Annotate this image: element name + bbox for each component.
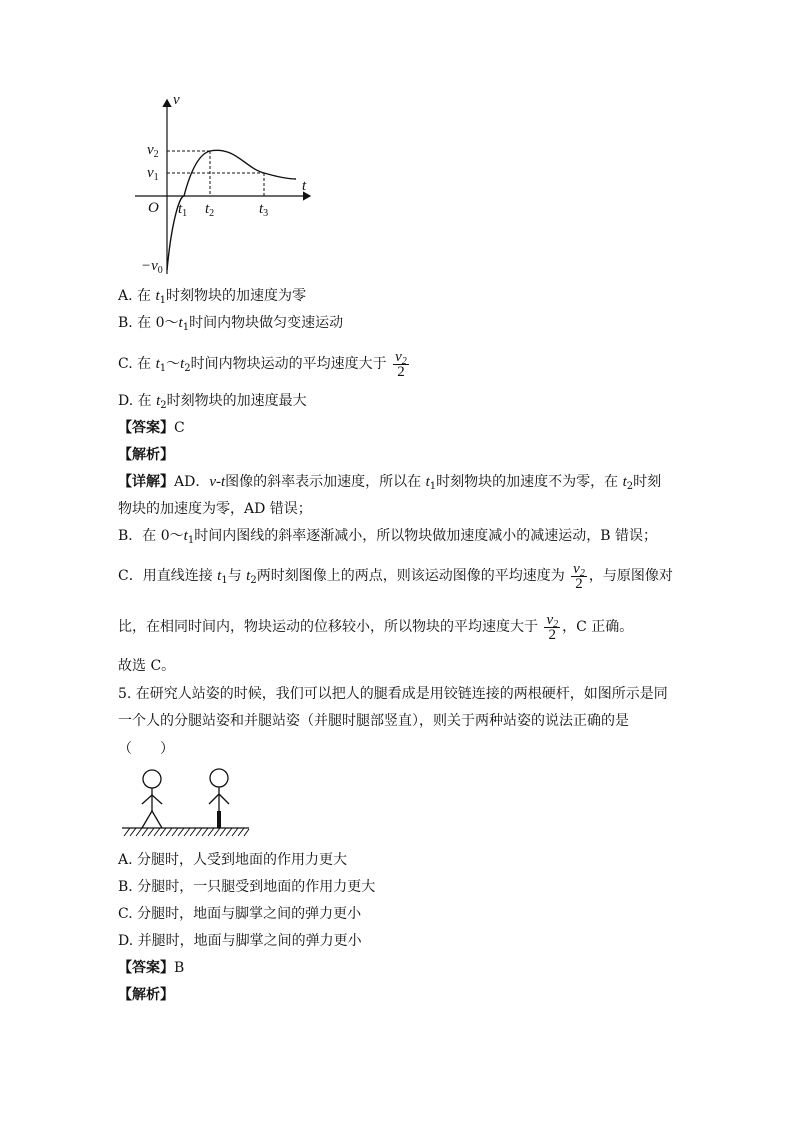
q4-explanation-line6: 故选 C。: [118, 658, 176, 674]
q5-bracket: （ ）: [118, 741, 174, 757]
q4-explanation-line5: 比，在相同时间内，物块运动的位移较小，所以物块的平均速度大于 $\frac{v_2}{2}$ ，C 正确。: [118, 611, 634, 643]
ground-hatching: [124, 828, 249, 836]
q5-stem-line1: 5. 在研究人站姿的时候，我们可以把人的腿看成是用铰链连接的两根硬杆，如图所示是同: [118, 686, 668, 702]
q5-option-b: B. 分腿时，一只腿受到地面的作用力更大: [118, 879, 376, 895]
q5-analysis-tag: 【解析】: [118, 987, 174, 1003]
fraction-v2-over-2: $\frac{v_2}{2}$: [546, 611, 559, 643]
q4-option-d: D. 在 $t_2$时刻物块的加速度最大: [118, 393, 307, 411]
q4-option-a: A. 在 $t_1$时刻物块的加速度为零: [118, 288, 307, 306]
q5-stem-line2: 一个人的分腿站姿和并腿站姿（并腿时腿部竖直），则关于两种站姿的说法正确的是: [118, 713, 629, 729]
q4-option-b: B. 在 $0\sim t_1$时间内物块做匀变速运动: [118, 315, 344, 333]
q4-explanation-line3: B．在 $0\sim t_1$时间内图线的斜率逐渐减小，所以物块做加速度减小的减速运动，B 错误；: [118, 528, 657, 546]
fraction-v2-over-2: $\frac{v_2}{2}$: [573, 560, 585, 592]
fraction-v2-over-2: $\frac{v_2}{2}$: [395, 348, 407, 380]
q4-explanation-line2: 物块的加速度为零，AD 错误；: [118, 501, 312, 517]
q5-option-c: C. 分腿时，地面与脚掌之间的弹力更小: [118, 906, 362, 922]
q4-analysis-tag: 【解析】: [118, 447, 174, 463]
q4-explanation-line4: C．用直线连接 $t_1$与 $t_2$两时刻图像上的两点，则该运动图像的平均速度为 $\frac{v_2}{2}$ ，与原图像对: [118, 560, 673, 592]
origin-label: O: [148, 200, 159, 216]
vt-graph: [130, 88, 330, 288]
together-leg-person: [209, 769, 229, 828]
t1-label: $t_1$: [178, 201, 188, 219]
x-axis-label: t: [302, 178, 307, 194]
y-axis-label: v: [173, 92, 180, 108]
q5-answer: 【答案】B: [118, 960, 185, 976]
stance-figure: [118, 766, 253, 842]
q5-option-a: A. 分腿时，人受到地面的作用力更大: [118, 852, 348, 868]
v2-label: $v_2$: [147, 142, 159, 160]
t3-label: $t_3$: [259, 201, 269, 219]
q4-option-c: C. 在 $t_1\sim t_2$时间内物块运动的平均速度大于 $\frac{v_2}{2}$: [118, 348, 407, 380]
q4-explanation-line1: 【详解】AD．v-t图像的斜率表示加速度，所以在 $t_1$时刻物块的加速度不为零，在 $t_2$时刻: [118, 474, 662, 492]
split-leg-person: [142, 770, 162, 828]
t2-label: $t_2$: [205, 201, 215, 219]
q4-answer: 【答案】C: [118, 420, 185, 436]
v1-label: $v_1$: [147, 165, 159, 183]
neg-v0-label: $-v_0$: [141, 258, 163, 276]
q5-option-d: D. 并腿时，地面与脚掌之间的弹力更小: [118, 933, 362, 949]
